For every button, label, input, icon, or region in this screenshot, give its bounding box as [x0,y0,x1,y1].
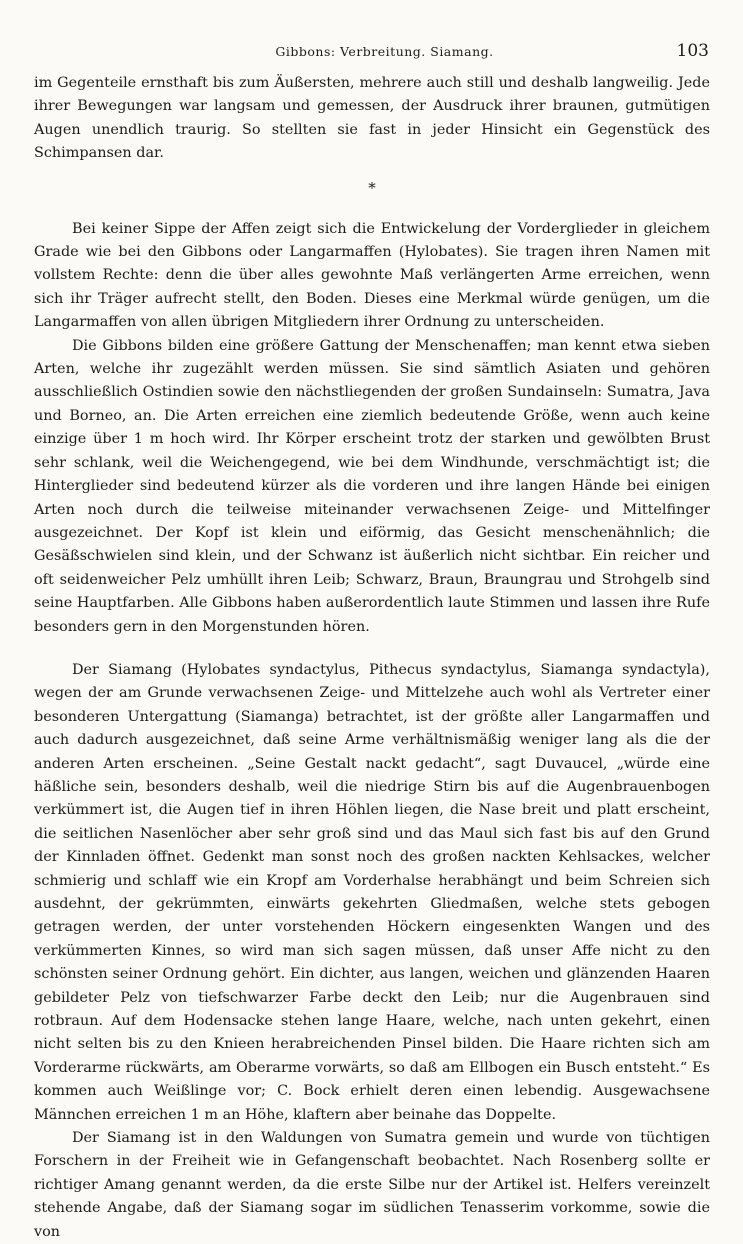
paragraph-gibbons-genus: Die Gibbons bilden eine größere Gattung der Menschenaffen; man kennt etwa sieben Arten, welche ihr zugezählt werden müssen. Sie sind sämtlich Asiaten und gehören ausschließlich Ostindien sowie den nächstliegenden der großen Sundainseln: Sumatra, Java und Borneo, an. Die Arten erreichen eine ziemlich bedeutende Größe, wenn auch keine einzige über 1 m hoch wird. Ihr Körper erscheint trotz der starken und gewölbten Brust sehr schlank, weil die Weichengegend, wie bei dem Windhunde, verschmächtigt ist; die Hinterglieder sind bedeutend kürzer als die vorderen und ihre langen Hände bei einigen Arten noch durch die teilweise miteinander verwachsenen Zeige- und Mittelfinger ausgezeichnet. Der Kopf ist klein und eiförmig, das Gesicht menschenähnlich; die Gesäßschwielen sind klein, und der Schwanz ist äußerlich nicht sichtbar. Ein reicher und oft seidenweicher Pelz umhüllt ihren Leib; Schwarz, Braun, Braungrau und Strohgelb sind seine Hauptfarben. Alle Gibbons haben außerordentlich laute Stimmen und lassen ihre Rufe besonders gern in den Morgenstunden hören. [34,337,710,635]
paragraph-gibbons-intro: Bei keiner Sippe der Affen zeigt sich die Entwickelung der Vorderglieder in gleichem Grade wie bei den Gibbons oder Langarmaffen (Hylobates). Sie tragen ihren Namen mit vollstem Rechte: denn die über alles gewohnte Maß verlängerten Arme erreichen, wenn sich ihr Träger aufrecht stellt, den Boden. Dieses eine Merkmal würde genügen, um die Langarmaffen von allen übrigen Mitgliedern ihrer Ordnung zu unterscheiden. [34,220,710,331]
section-separator: * [368,178,376,197]
page-header [60,40,709,66]
paragraph-gap [34,639,710,659]
paragraph-continuation: im Gegenteile ernsthaft bis zum Äußersten, mehrere auch still und deshalb langweilig. Jede ihrer Bewegungen war langsam und gemessen, der Ausdruck ihrer braunen, gutmütigen Augen unendlich traurig. So stellten sie fast in jeder Hinsicht ein Gegenstück des Schimpansen dar. [34,75,710,162]
page-body [34,72,710,1244]
paragraph-siamang-description: Der Siamang (Hylobates syndactylus, Pithecus syndactylus, Siamanga syndactyla), wegen der am Grunde verwachsenen Zeige- und Mittelzehe auch wohl als Vertreter einer besonderen Untergattung (Siamanga) betrachtet, ist der größte aller Langarmaffen und auch dadurch ausgezeichnet, daß seine Arme verhältnismäßig weniger lang als die der anderen Arten erscheinen. „Seine Gestalt nackt gedacht“, sagt Duvaucel, „würde eine häßliche sein, besonders deshalb, weil die niedrige Stirn bis auf die Augenbrauenbogen verkümmert ist, die Augen tief in ihren Höhlen liegen, die Nase breit und platt erscheint, die seitlichen Nasenlöcher aber sehr groß sind und das Maul sich fast bis auf den Grund der Kinnladen öffnet. Gedenkt man sonst noch des großen nackten Kehlsackes, welcher schmierig und schlaff wie ein Kropf am Vorderhalse herabhängt und beim Schreien sich ausdehnt, der gekrümmten, einwärts gekehrten Gliedmaßen, welche stets gebogen getragen werden, der unter vorstehenden Höckern eingesenkten Wangen und des verkümmerten Kinnes, so wird man sich sagen müssen, daß unser Affe nicht zu den schönsten seiner Ordnung gehört. Ein dichter, aus langen, weichen und glänzenden Haaren gebildeter Pelz von tiefschwarzer Farbe deckt den Leib; nur die Augenbrauen sind rotbraun. Auf dem Hodensacke stehen lange Haare, welche, nach unten gekehrt, einen nicht selten bis zu den Knieen herabreichenden Pinsel bilden. Die Haare richten sich am Vorderarme rückwärts, am Oberarme vorwärts, so daß am Ellbogen ein Busch entsteht.“ Es kommen auch Weißlinge vor; C. Bock erhielt deren einen lebendig. Ausgewachsene Männchen erreichen 1 m an Höhe, klaftern aber beinahe das Doppelte. [34,661,710,1123]
paragraph-siamang-range: Der Siamang ist in den Waldungen von Sumatra gemein und wurde von tüchtigen Forschern in der Freiheit wie in Gefangenschaft beobachtet. Nach Rosenberg sollte er richtiger Amang genannt werden, da die erste Silbe nur der Artikel ist. Helfers vereinzelt stehende Angabe, daß der Siamang sogar im südlichen Tenasserim vorkomme, sowie die von [34,1130,710,1240]
running-head: Gibbons: Verbreitung. Siamang. [275,44,494,59]
page-number: 103 [676,41,709,61]
